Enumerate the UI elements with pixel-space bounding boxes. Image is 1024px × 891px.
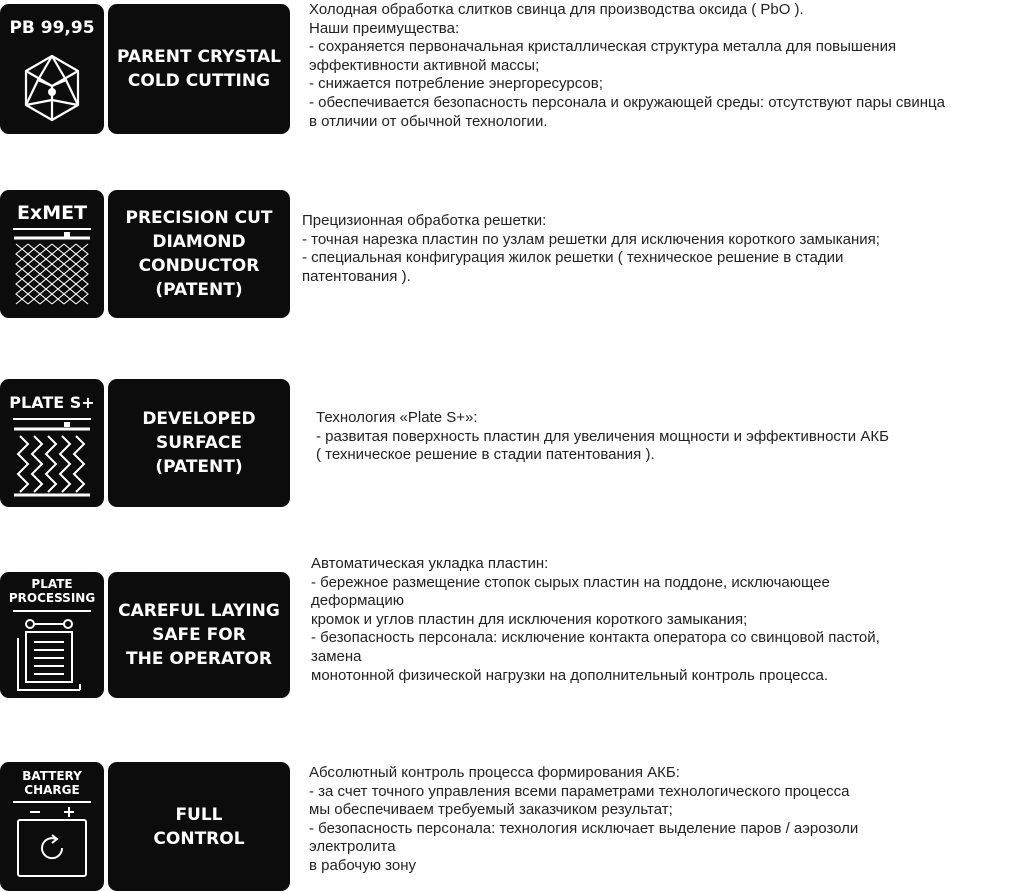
badge-exmet xyxy=(0,190,104,318)
feature-box-crystal xyxy=(108,4,290,134)
divider xyxy=(13,801,91,803)
feature-label: DEVELOPED SURFACE (PATENT) xyxy=(142,409,256,477)
feature-description: Технология «Plate S+»: - развитая поверхность пластин для увеличения мощности и эффективности АКБ ( техническое решение в стадии патентования ). xyxy=(316,409,889,464)
plate-stack-icon xyxy=(0,614,104,694)
badge-pb9995 xyxy=(0,4,104,134)
feature-box-exmet xyxy=(108,190,290,318)
cube-crystal-icon xyxy=(0,52,104,128)
feature-description: Холодная обработка слитков свинца для производства оксида ( PbO ). Наши преимущества: - сохраняется первоначальная кристаллическая структура металла для повышения эффективности активной массы; - снижается потребление энергоресурсов; - обеспечивается безопасность персонала и окружающей среды: отсутствуют пары свинца в отличии от обычной технологии. xyxy=(309,1,945,130)
badge-plate-s xyxy=(0,379,104,507)
plate-surface-icon xyxy=(0,420,104,500)
feature-description: Автоматическая укладка пластин: - бережное размещение стопок сырых пластин на поддоне, исключающее деформацию кромок и углов пластин для исключения короткого замыкания; - безопасность персонала: исключение контакта оператора со свинцовой пастой, замена монотонной физической нагрузки на дополнительный контроль процесса. xyxy=(311,555,880,684)
expanded-metal-grid-icon xyxy=(0,230,104,310)
feature-description: Абсолютный контроль процесса формирования АКБ: - за счет точного управления всеми параметрами технологического процесса мы обеспечиваем требуемый заказчиком результат; - безопасность персонала: технология исключает выделение паров / аэрозоли электролита в рабочую зону xyxy=(309,764,859,874)
badge-title: BATTERY CHARGE xyxy=(22,769,82,797)
divider xyxy=(13,610,91,612)
feature-label: PARENT CRYSTAL COLD CUTTING xyxy=(117,47,281,91)
badge-title: PLATE PROCESSING xyxy=(8,577,96,605)
badge-title: PLATE S+ xyxy=(9,393,95,412)
feature-description: Прецизионная обработка решетки: - точная нарезка пластин по узлам решетки для исключения короткого замыкания; - специальная конфигурация жилок решетки ( техническое решение в стадии патентования ). xyxy=(302,212,880,285)
badge-plate-processing xyxy=(0,572,104,698)
badge-title: PB 99,95 xyxy=(9,18,95,38)
feature-label: PRECISION CUT DIAMOND CONDUCTOR (PATENT) xyxy=(125,208,273,300)
battery-charge-icon xyxy=(0,806,104,886)
badge-battery-charge xyxy=(0,762,104,891)
feature-box-plate-processing xyxy=(108,572,290,698)
badge-title: ExMET xyxy=(16,202,88,224)
feature-label: CAREFUL LAYING SAFE FOR THE OPERATOR xyxy=(118,601,280,669)
feature-box-plate-s xyxy=(108,379,290,507)
feature-label: FULL CONTROL xyxy=(153,804,245,849)
feature-box-battery-charge xyxy=(108,762,290,891)
